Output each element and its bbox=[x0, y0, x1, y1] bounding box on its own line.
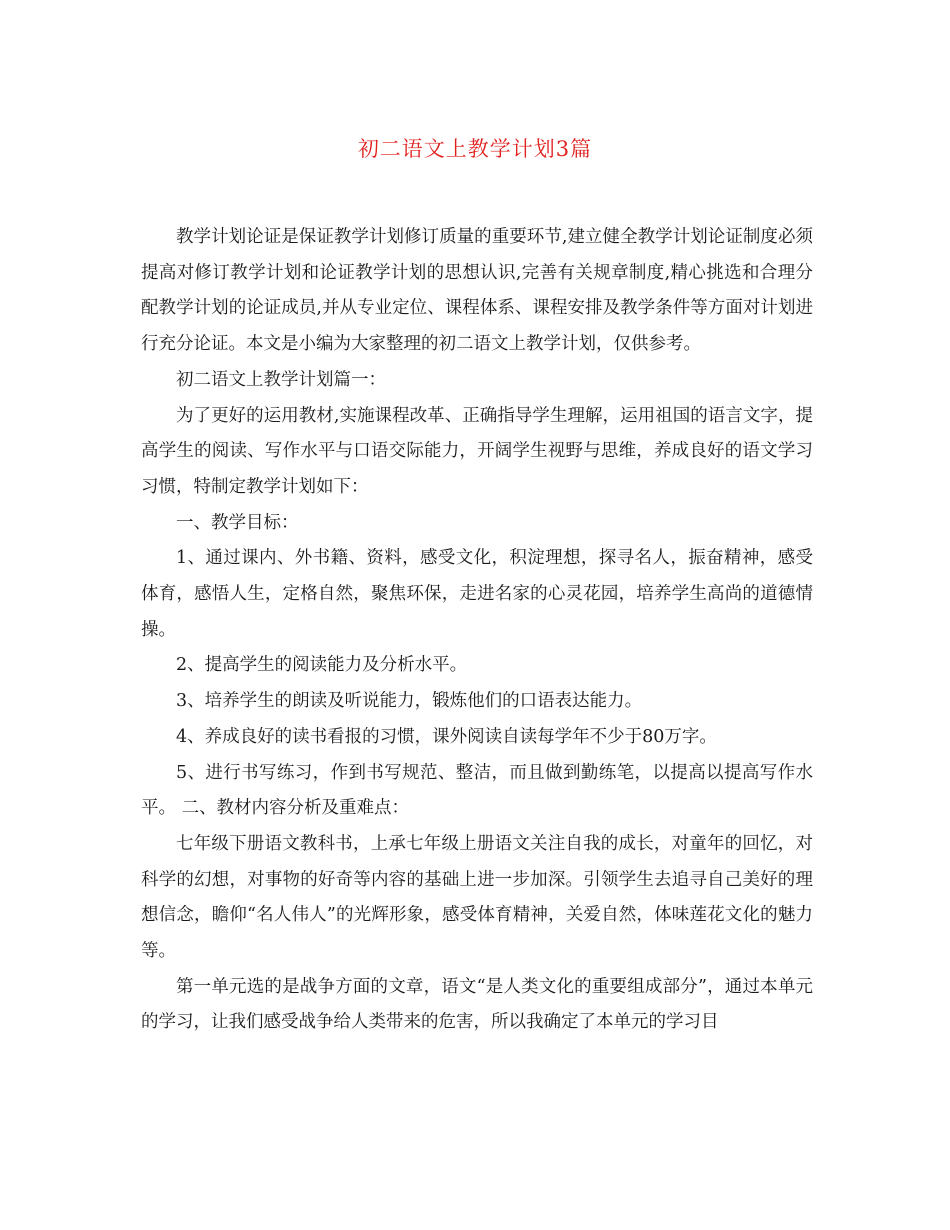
page-title: 初二语文上教学计划3篇 bbox=[357, 137, 593, 161]
paragraph-purpose: 为了更好的运用教材,实施课程改革、正确指导学生理解，运用祖国的语言文字，提高学生的阅读、写作水平与口语交际能力，开阔学生视野与思维，养成良好的语文学习习惯，特制定教学计划如下： bbox=[141, 405, 813, 497]
paragraph-goal-2: 2、提高学生的阅读能力及分析水平。 bbox=[176, 655, 468, 676]
paragraph-unit-one: 第一单元选的是战争方面的文章，语文“是人类文化的重要组成部分”，通过本单元的学习，让我们感受战争给人类带来的危害，所以我确定了本单元的学习目 bbox=[141, 976, 813, 1033]
paragraph-goal-4: 4、养成良好的读书看报的习惯，课外阅读自读每学年不少于80万字。 bbox=[176, 726, 717, 747]
paragraph-intro: 教学计划论证是保证教学计划修订质量的重要环节,建立健全教学计划论证制度必须提高对修订教学计划和论证教学计划的思想认识,完善有关规章制度,精心挑选和合理分配教学计划的论证成员,并从专业定位、课程体系、课程安排及教学条件等方面对计划进行充分论证。本文是小编为大家整理的初二语文上教学计划，仅供参考。 bbox=[141, 227, 813, 355]
paragraph-goal-5: 5、进行书写练习，作到书写规范、整洁，而且做到勤练笔，以提高以提高写作水平。 二、教材内容分析及重难点： bbox=[141, 762, 813, 819]
paragraph-section-heading: 初二语文上教学计划篇一： bbox=[176, 369, 386, 390]
paragraph-textbook-analysis: 七年级下册语文教科书，上承七年级上册语文关注自我的成长，对童年的回忆，对科学的幻想，对事物的好奇等内容的基础上进一步加深。引领学生去追寻自己美好的理想信念，瞻仰“名人伟人”的光辉形象，感受体育精神，关爱自然，体味莲花文化的魅力等。 bbox=[141, 833, 813, 962]
paragraph-goal-1: 1、通过课内、外书籍、资料，感受文化，积淀理想，探寻名人，振奋精神，感受体育，感悟人生，定格自然，聚焦环保，走进名家的心灵花园，培养学生高尚的道德情操。 bbox=[141, 548, 813, 640]
paragraph-goal-3: 3、培养学生的朗读及听说能力，锻炼他们的口语表达能力。 bbox=[176, 691, 643, 712]
document-body bbox=[141, 220, 813, 1041]
paragraph-goals-heading: 一、教学目标： bbox=[176, 512, 299, 533]
